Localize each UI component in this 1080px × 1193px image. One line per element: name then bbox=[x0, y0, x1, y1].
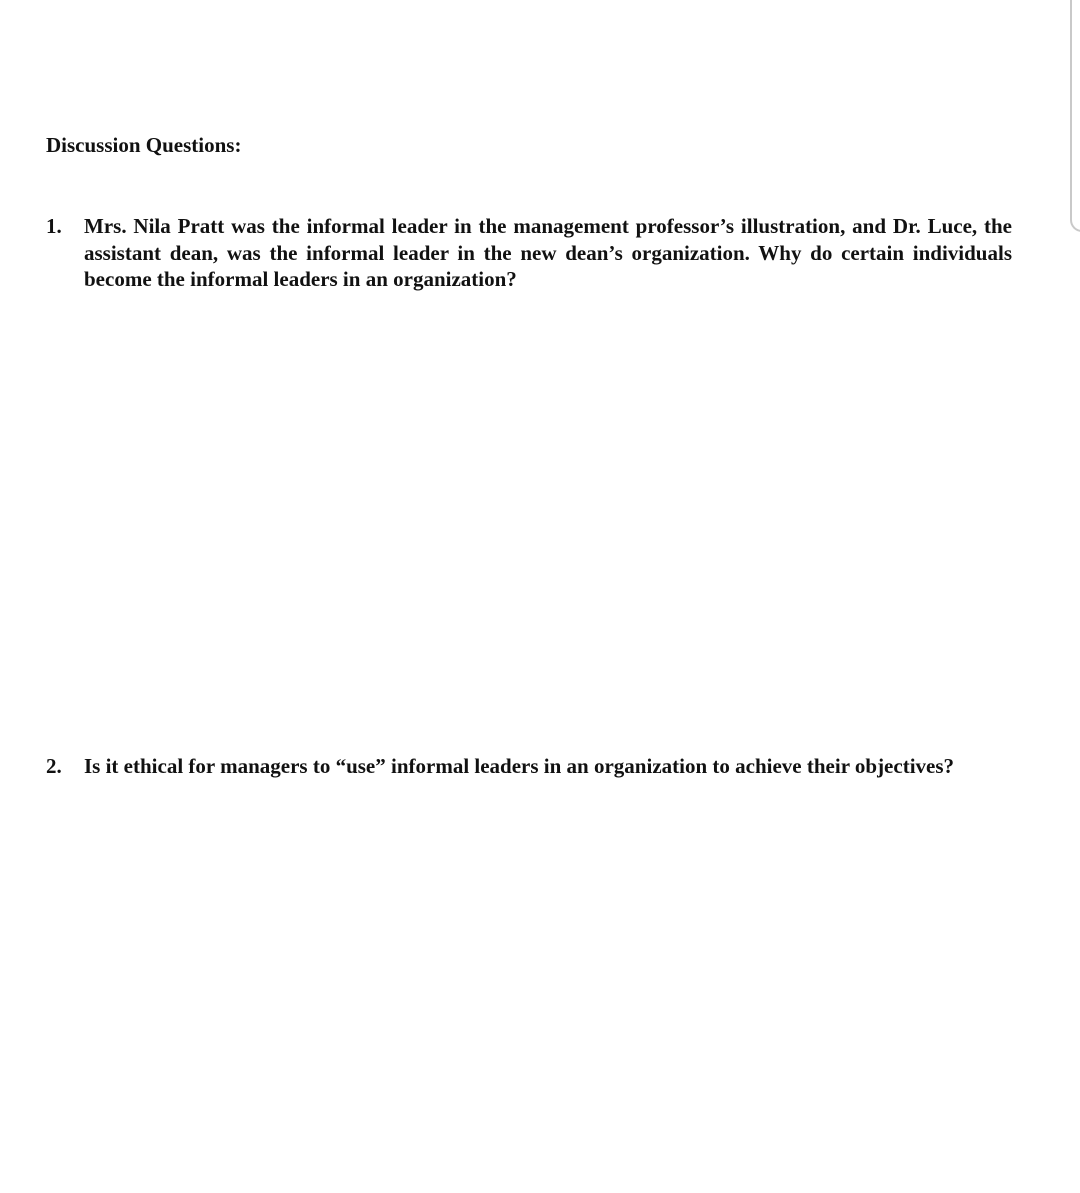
question-text: Mrs. Nila Pratt was the informal leader in the management professor’s illustration, and Dr. Luce, the assistant dean, was the informal leader in the new dean’s organization. Why do certain individuals become the informal leaders in an organization? bbox=[84, 214, 1012, 291]
question-item bbox=[46, 213, 1012, 293]
question-number: 1. bbox=[46, 214, 62, 238]
question-item bbox=[46, 753, 1012, 780]
scrollbar-handle[interactable] bbox=[1070, 0, 1080, 232]
question-text: Is it ethical for managers to “use” informal leaders in an organization to achieve their objectives? bbox=[84, 754, 955, 778]
question-number: 2. bbox=[46, 754, 62, 778]
section-heading: Discussion Questions: bbox=[46, 133, 242, 157]
